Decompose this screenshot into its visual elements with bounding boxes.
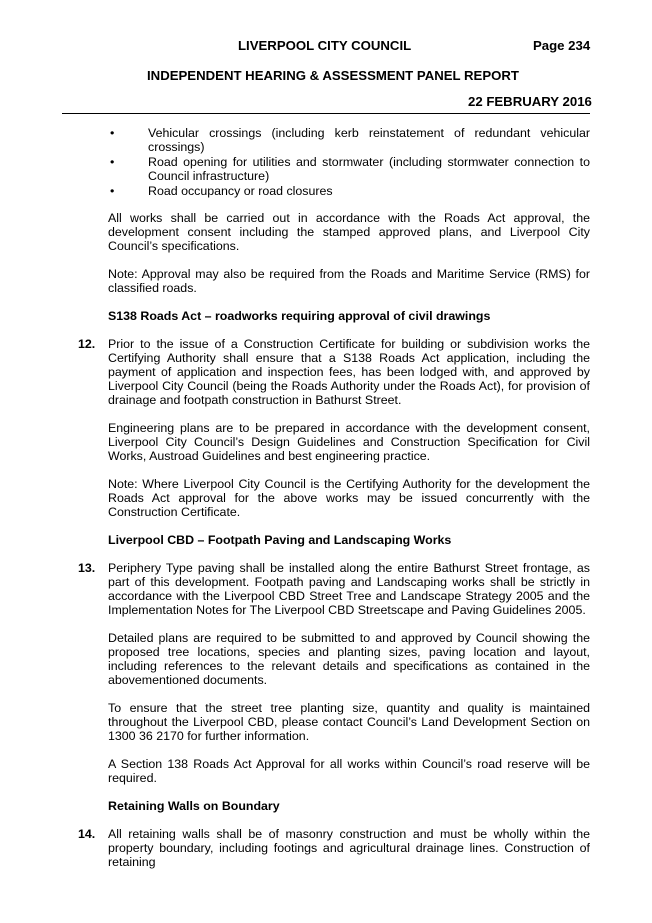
note-rms: Note: Approval may also be required from the Roads and Maritime Service (RMS) for classified roads.	[108, 267, 590, 295]
paragraph: Prior to the issue of a Construction Certificate for building or subdivision works the Certifying Authority shall ensure that a S138 Roads Act application, including the payment of application and inspection fees, has been lodged with, and approved by Liverpool City Council (being the Roads Authority under the Roads Act), for provision of drainage and footpath construction in Bathurst Street.	[108, 337, 590, 407]
bullet-icon: •	[110, 126, 115, 140]
paragraph: Detailed plans are required to be submitted to and approved by Council showing the proposed tree locations, species and planting sizes, paving location and layout, including references to the relevant details and specifications as contained in the abovementioned documents.	[108, 631, 590, 687]
section-heading-s138: S138 Roads Act – roadworks requiring approval of civil drawings	[108, 309, 491, 323]
list-item	[108, 184, 590, 198]
page-number: Page 234	[533, 38, 591, 53]
paragraph: Engineering plans are to be prepared in accordance with the development consent, Liverpool City Council’s Design Guidelines and Construction Specification for Civil Works, Austroad Guidelines and best engineering practice.	[108, 421, 590, 463]
list-item-text: Road opening for utilities and stormwater (including stormwater connection to Council infrastructure)	[148, 155, 590, 183]
paragraph: Note: Where Liverpool City Council is the Certifying Authority for the development the Roads Act approval for the above works may be issued concurrently with the Construction Certificate.	[108, 477, 590, 519]
report-title: INDEPENDENT HEARING & ASSESSMENT PANEL REPORT	[147, 68, 519, 83]
condition-12	[78, 337, 590, 407]
section-heading-retaining-walls: Retaining Walls on Boundary	[108, 799, 280, 813]
paragraph: To ensure that the street tree planting size, quantity and quality is maintained throughout the Liverpool CBD, please contact Council’s Land Development Section on 1300 36 2170 for further information.	[108, 701, 590, 743]
condition-number: 12.	[78, 337, 96, 351]
paragraph: A Section 138 Roads Act Approval for all works within Council’s road reserve will be required.	[108, 757, 590, 785]
report-date: 22 FEBRUARY 2016	[468, 94, 592, 109]
condition-13	[78, 561, 590, 617]
section-heading-cbd: Liverpool CBD – Footpath Paving and Landscaping Works	[108, 533, 452, 547]
list-item-text: Road occupancy or road closures	[148, 184, 333, 198]
bullet-icon: •	[110, 184, 115, 198]
header-divider	[62, 113, 590, 114]
list-item	[108, 126, 590, 154]
bullet-icon: •	[110, 155, 115, 169]
document-body	[78, 126, 590, 883]
list-item	[108, 155, 590, 183]
condition-number: 14.	[78, 827, 96, 841]
paragraph: Periphery Type paving shall be installed along the entire Bathurst Street frontage, as part of this development. Footpath paving and Landscaping works shall be strictly in accordance with the Liverpool CBD Street Tree and Landscape Strategy 2005 and the Implementation Notes for The Liverpool CBD Streetscape and Paving Guidelines 2005.	[108, 561, 590, 617]
condition-14	[78, 827, 590, 869]
paragraph-all-works: All works shall be carried out in accordance with the Roads Act approval, the development consent including the stamped approved plans, and Liverpool City Council’s specifications.	[108, 211, 590, 253]
paragraph: All retaining walls shall be of masonry construction and must be wholly within the property boundary, including footings and agricultural drainage lines. Construction of retaining	[108, 827, 590, 869]
condition-number: 13.	[78, 561, 96, 575]
council-name: LIVERPOOL CITY COUNCIL	[238, 38, 412, 53]
works-list	[108, 126, 590, 198]
list-item-text: Vehicular crossings (including kerb reinstatement of redundant vehicular crossings)	[148, 126, 590, 154]
